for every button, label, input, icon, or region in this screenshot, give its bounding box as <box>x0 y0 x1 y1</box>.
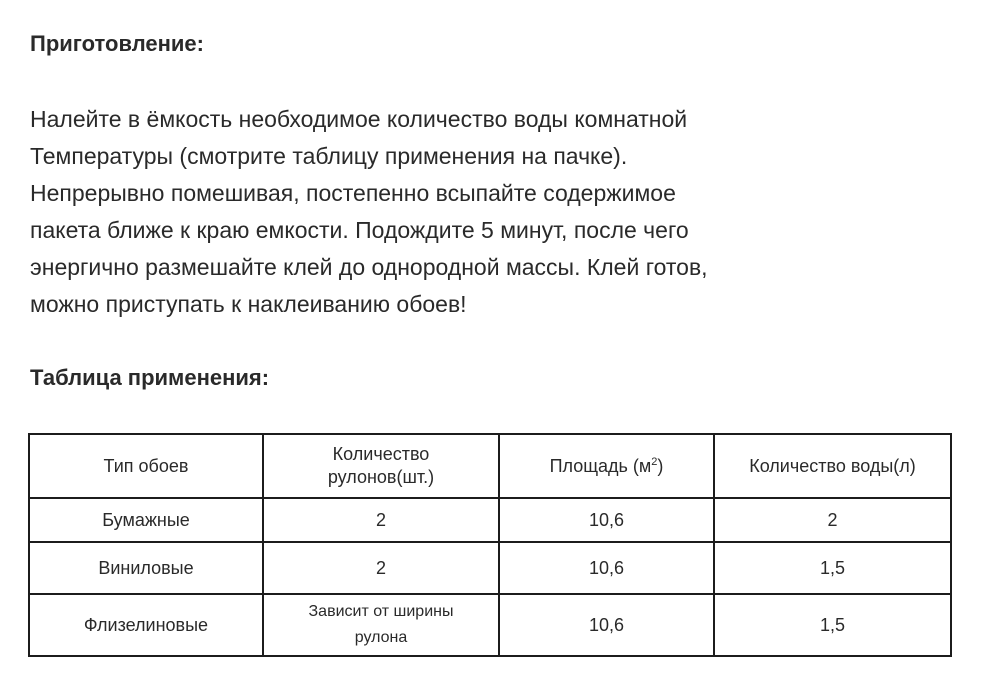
instruction-line: Непрерывно помешивая, постепенно всыпайте содержимое <box>30 180 676 206</box>
header-water-amount: Количество воды(л) <box>714 434 951 498</box>
cell-water-amount: 1,5 <box>714 594 951 656</box>
usage-table <box>28 433 952 657</box>
header-area-closing: ) <box>657 455 664 476</box>
usage-table-container <box>28 433 952 657</box>
table-row <box>29 542 951 594</box>
header-roll-count-line1: Количество <box>332 444 430 464</box>
cell-roll-count-line2: рулона <box>354 629 408 646</box>
cell-area: 10,6 <box>499 594 714 656</box>
cell-wallpaper-type: Бумажные <box>29 498 263 542</box>
instruction-line: энергично размешайте клей до однородной массы. Клей готов, <box>30 254 708 280</box>
cell-water-amount: 2 <box>714 498 951 542</box>
header-area-superscript: 2 <box>651 455 658 468</box>
instruction-line: Налейте в ёмкость необходимое количество воды комнатной <box>30 106 688 132</box>
cell-roll-count: 2 <box>263 542 499 594</box>
cell-area: 10,6 <box>499 542 714 594</box>
instruction-line: можно приступать к наклеиванию обоев! <box>30 291 467 317</box>
cell-roll-count-line1: Зависит от ширины <box>308 603 454 620</box>
header-roll-count <box>263 434 499 498</box>
preparation-heading: Приготовление: <box>30 31 204 56</box>
header-area <box>499 434 714 498</box>
cell-roll-count: 2 <box>263 498 499 542</box>
header-wallpaper-type: Тип обоев <box>29 434 263 498</box>
header-area-label: Площадь (м <box>549 455 652 476</box>
cell-wallpaper-type: Флизелиновые <box>29 594 263 656</box>
cell-wallpaper-type: Виниловые <box>29 542 263 594</box>
table-row <box>29 594 951 656</box>
cell-area: 10,6 <box>499 498 714 542</box>
cell-water-amount: 1,5 <box>714 542 951 594</box>
header-roll-count-line2: рулонов(шт.) <box>327 467 435 487</box>
table-header-row <box>29 434 951 498</box>
table-row <box>29 498 951 542</box>
instruction-line: Температуры (смотрите таблицу применения на пачке). <box>30 143 628 169</box>
cell-roll-count <box>263 594 499 656</box>
usage-table-heading: Таблица применения: <box>30 365 270 390</box>
preparation-instructions <box>30 101 930 323</box>
instruction-line: пакета ближе к краю емкости. Подождите 5 минут, после чего <box>30 217 689 243</box>
